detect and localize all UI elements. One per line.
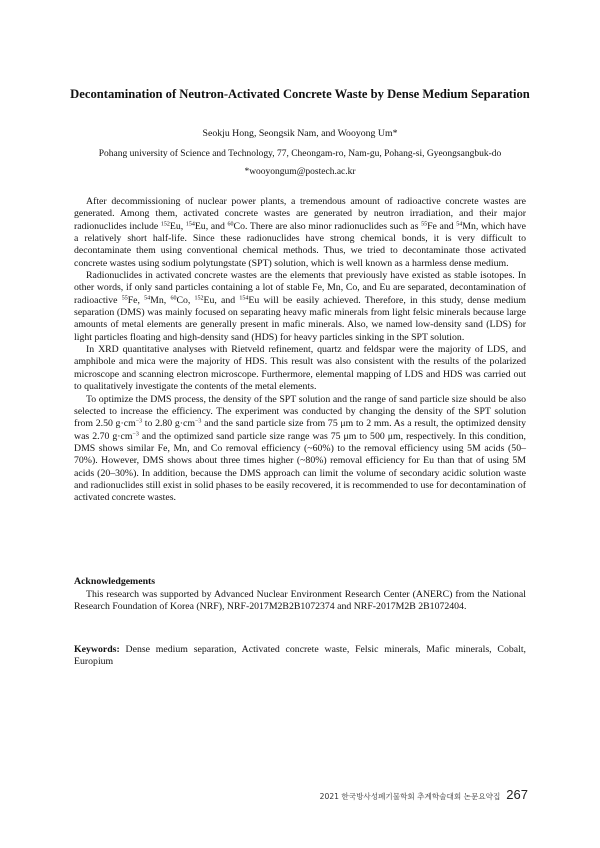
acknowledgements-text: This research was supported by Advanced Nuclear Environment Research Center (ANERC) from the National Research Foundation of Korea (NRF), NRF-2017M2B2B1072374 and NRF-2017M2B 2B1072404. [74, 589, 526, 613]
affiliation: Pohang university of Science and Technology, 77, Cheongam-ro, Nam-gu, Pohang-si, Gyeongsangbuk-do [98, 149, 502, 159]
acknowledgements-heading: Acknowledgements [74, 576, 156, 587]
paper-title: Decontamination of Neutron-Activated Concrete Waste by Dense Medium Separation [70, 87, 530, 101]
author-list: Seokju Hong, Seongsik Nam, and Wooyong Um* [202, 128, 398, 139]
abstract-body [74, 196, 526, 505]
proceedings-title: 2021 한국방사성폐기물학회 추계학술대회 논문요약집 [319, 792, 501, 801]
corresponding-email[interactable]: *wooyongum@postech.ac.kr [244, 167, 356, 177]
paragraph-1: After decommissioning of nuclear power plants, a tremendous amount of radioactive concrete wastes are generated. Among them, activated concrete wastes are generated by neutron irradiation, and their major radionuclides include $^{152}$Eu, $^{154}$Eu, and $^{60}$Co. There are also minor radionuclides such as $^{55}$Fe and $^{54}$Mn, which have a relatively short half-life. Since these radionuclides have strong chemical bonds, it is very difficult to decontaminate them using conventional chemical methods. Thus, we tried to decontaminate those activated concrete wastes using sodium polytungstate (SPT) solution, which is well known as a harmless dense medium. [74, 196, 526, 269]
keywords-list: Dense medium separation, Activated concrete waste, Felsic minerals, Mafic minerals, Cobalt, Europium [74, 644, 526, 668]
paragraph-4: To optimize the DMS process, the density of the SPT solution and the range of sand particle size should be also selected to increase the efficiency. The experiment was conducted by changing the density of the SPT solution from 2.50 $g\cdot cm^{-3}$ to 2.80 $g\cdot cm^{-3}$ and the sand particle size from 75 μm to 2 mm. As a result, the optimized density was 2.70 $g\cdot cm^{-3}$ and the optimized sand particle size range was 75 μm to 500 μm, respectively. In this condition, DMS shows similar Fe, Mn, and Co removal efficiency (~60%) to the removal efficiency using 5M acids (50–70%). However, DMS shows about three times higher (~80%) removal efficiency for Eu than that of using 5M acids (20–30%). In addition, because the DMS approach can limit the volume of secondary acidic solution waste and radionuclides still exist in solid phases to be easily recovered, it is recommended to use for decontamination of activated concrete wastes. [74, 393, 526, 504]
paragraph-3: In XRD quantitative analyses with Rietveld refinement, quartz and feldspar were the majority of LDS, and amphibole and mica were the majority of HDS. This result was also consistent with the results of the polarized microscope and scanning electron microscope. Furthermore, elemental mapping of LDS and HDS was carried out to qualitatively investigate the contents of the metal elements. [74, 344, 526, 393]
paragraph-2: Radionuclides in activated concrete wastes are the elements that previously have existed as stable isotopes. In other words, if only sand particles containing a lot of stable Fe, Mn, Co, and Eu are separated, decontamination of radioactive $^{55}$Fe, $^{54}$Mn, $^{60}$Co, $^{152}$Eu, and $^{154}$Eu will be easily achieved. Therefore, in this study, dense medium separation (DMS) was mainly focused on separating heavy mafic minerals from light felsic minerals because large amounts of metal elements are generally present in mafic minerals. Also, we named low-density sand (LDS) for light particles floating and high-density sand (HDS) for heavy particles sinking in the SPT solution. [74, 270, 526, 343]
page-footer [320, 787, 528, 802]
keywords [74, 644, 526, 669]
page-number: 267 [506, 787, 528, 802]
keywords-label: Keywords: [74, 644, 120, 655]
